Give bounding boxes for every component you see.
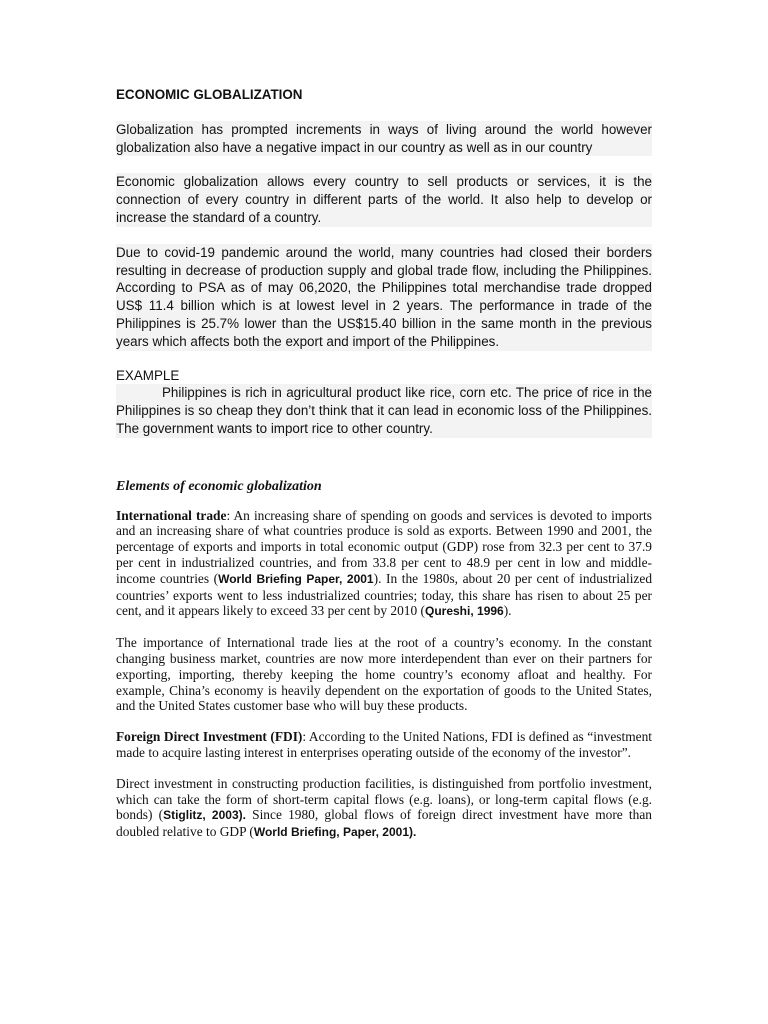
- international-trade-paragraph: [116, 508, 652, 621]
- direct-text-2: Since 1980, global flows of foreign direct investment have more than doubled relative to GDP (: [116, 807, 652, 840]
- direct-citation-1: Stiglitz, 2003).: [163, 808, 246, 823]
- example-paragraph: Philippines is rich in agricultural product like rice, corn etc. The price of rice in the Philippines is so cheap they don’t think that it can lead in economic loss of the Philippines. The government wants to import rice to other country.: [116, 385, 652, 436]
- definition-paragraph: Economic globalization allows every country to sell products or services, it is the connection of every country in different parts of the world. It also help to develop or increase the standard of a country.: [116, 174, 652, 225]
- trade-text-3: ).: [503, 603, 512, 619]
- trade-citation-1: World Briefing Paper, 2001: [218, 571, 374, 586]
- trade-text-1: : An increasing share of spending on goods and services is devoted to imports and an increasing share of what countries produce is sold as exports. Between 1990 and 2001, the percentage of exports and imports in total economic output (GDP) rose from 32.3 per cent to 37.9 per cent in industrialized countries, and from 33.8 per cent to 48.9 per cent in low and middle-income countries (: [116, 507, 652, 586]
- document-page: [116, 86, 652, 841]
- covid-paragraph: Due to covid-19 pandemic around the world, many countries had closed their borders resulting in decrease of production supply and global trade flow, including the Philippines. According to PSA as of may 06,2020, the Philippines total merchandise trade dropped US$ 11.4 billion which is at lowest level in 2 years. The performance in trade of the Philippines is 25.7% lower than the US$15.40 billion in the same month in the previous years which affects both the export and import of the Philippines.: [116, 244, 652, 349]
- trade-importance-paragraph: The importance of International trade lies at the root of a country’s economy. In the constant changing business market, countries are now more interdependent than ever on their partners for exporting, importing, thereby keeping the home country’s economy afloat and healthy. For example, China’s economy is heavily dependent on the exportation of goods to the United States, and the United States customer base who will buy these products.: [116, 635, 652, 714]
- fdi-text: : According to the United Nations, FDI is defined as “investment made to acquire lasting interest in enterprises operating outside of the economy of the investor”.: [116, 729, 652, 760]
- trade-text-2: ). In the 1980s, about 20 per cent of industrialized countries’ exports went to less industrialized countries; today, this share has risen to about 25 per cent, and it appears likely to exceed 33 per cent by 2010 (: [116, 570, 653, 619]
- trade-citation-2: Qureshi, 1996: [425, 604, 504, 619]
- direct-citation-2: World Briefing, Paper, 2001).: [253, 825, 417, 840]
- fdi-term: Foreign Direct Investment (FDI): [116, 729, 303, 745]
- direct-investment-paragraph: [116, 776, 652, 841]
- intro-paragraph: Globalization has prompted increments in ways of living around the world however globalization also have a negative impact in our country as well as in our country: [116, 121, 652, 155]
- section-heading: Elements of economic globalization: [116, 478, 322, 494]
- example-label: EXAMPLE: [116, 367, 180, 383]
- document-title: ECONOMIC GLOBALIZATION: [116, 87, 303, 102]
- direct-text-1: Direct investment in constructing production facilities, is distinguished from portfolio investment, which can take the form of short-term capital flows (e.g. loans), or long-term capital flows (e.g. bonds) (: [116, 775, 652, 823]
- fdi-paragraph: [116, 729, 652, 761]
- trade-term: International trade: [116, 507, 227, 523]
